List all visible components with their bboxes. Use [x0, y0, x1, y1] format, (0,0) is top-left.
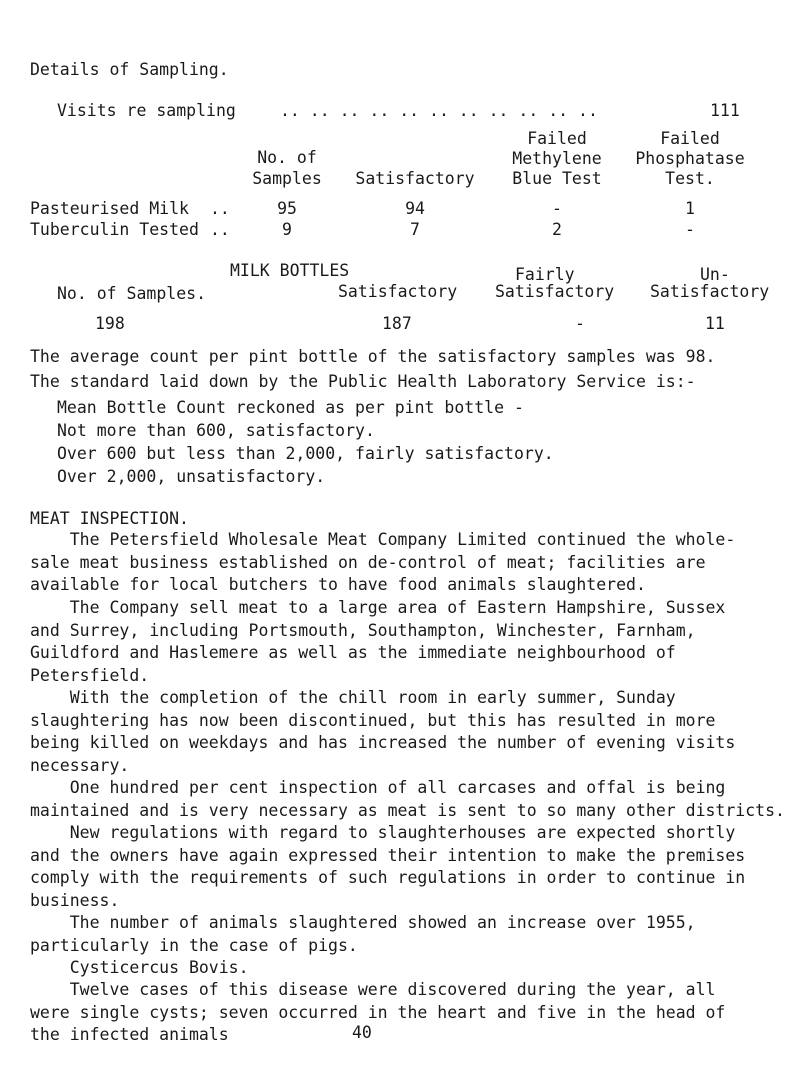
row-pasteurised-methylene: - [552, 199, 562, 218]
visits-leaders: .. .. .. .. .. .. .. .. .. .. .. [280, 101, 598, 120]
bottles-un-value: 11 [705, 314, 725, 333]
col-samples-line1: No. of [257, 148, 317, 167]
visits-label: Visits re sampling [57, 101, 236, 120]
meat-paragraph-7: Twelve cases of this disease were discovered during the year, all were single cysts; seven occurred in the heart and five in the head of the infected animals [30, 980, 726, 1044]
bottles-samples-value: 198 [95, 314, 125, 333]
row-tuberculin-label: Tuberculin Tested [30, 220, 199, 239]
col-phosphatase-line1: Failed [660, 129, 720, 148]
meat-paragraph-6: The number of animals slaughtered showed an increase over 1955, particularly in the case of pigs. [30, 913, 696, 955]
row-tuberculin-samples: 9 [282, 220, 292, 239]
page-heading: Details of Sampling. [30, 60, 229, 79]
col-methylene-line2: Methylene [512, 149, 602, 168]
row-pasteurised-satisfactory: 94 [405, 199, 425, 218]
bottles-satisfactory-value: 187 [382, 314, 412, 333]
col-fairly-line2: Satisfactory [495, 282, 615, 301]
col-methylene-line1: Failed [527, 129, 587, 148]
meat-paragraph-3: With the completion of the chill room in early summer, Sunday slaughtering has now been discontinued, but this has resulted in more being killed on weekdays and has increased the number of evening visits necessary. [30, 688, 736, 775]
row-tuberculin-dots: .. [210, 220, 230, 239]
col-satisfactory: Satisfactory [355, 169, 475, 188]
row-pasteurised-samples: 95 [277, 199, 297, 218]
criterion-satisfactory: Not more than 600, satisfactory. [57, 421, 375, 440]
mean-count-line: Mean Bottle Count reckoned as per pint bottle - [57, 398, 524, 417]
row-tuberculin-methylene: 2 [552, 220, 562, 239]
meat-paragraph-5: New regulations with regard to slaughterhouses are expected shortly and the owners have again expressed their intention to make the premises comply with the requirements of such regulations in order to continue in business. [30, 823, 746, 910]
col-methylene-line3: Blue Test [512, 169, 602, 188]
col-phosphatase-line2: Phosphatase [635, 149, 745, 168]
standard-line: The standard laid down by the Public Health Laboratory Service is:- [30, 372, 696, 391]
meat-paragraph-2: The Company sell meat to a large area of Eastern Hampshire, Sussex and Surrey, including Portsmouth, Southampton, Winchester, Farnham, Guildford and Haslemere as well as the immediate neighbourhood of Petersfield. [30, 598, 726, 685]
row-tuberculin-satisfactory: 7 [410, 220, 420, 239]
meat-paragraph-4: One hundred per cent inspection of all carcases and offal is being maintained and is very necessary as meat is sent to so many other districts. [30, 778, 785, 820]
criterion-fairly: Over 600 but less than 2,000, fairly satisfactory. [57, 444, 554, 463]
col-fairly-line1: Fairly [515, 265, 575, 284]
cysticercus-heading: Cysticercus Bovis. [30, 958, 249, 977]
row-pasteurised-label: Pasteurised Milk [30, 199, 189, 218]
average-count-line: The average count per pint bottle of the satisfactory samples was 98. [30, 347, 716, 366]
visits-value: 111 [710, 101, 740, 120]
meat-inspection-title: MEAT INSPECTION. [30, 509, 189, 528]
row-pasteurised-dots: .. [210, 199, 230, 218]
col-un-line2: Satisfactory [650, 282, 770, 301]
col-bottle-samples: No. of Samples. [57, 284, 207, 303]
criterion-unsatisfactory: Over 2,000, unsatisfactory. [57, 467, 326, 486]
bottles-fairly-value: - [575, 314, 585, 333]
bottles-title: MILK BOTTLES [230, 261, 350, 280]
col-samples-line2: Samples [252, 169, 322, 188]
row-pasteurised-phosphatase: 1 [685, 199, 695, 218]
col-phosphatase-line3: Test. [665, 169, 715, 188]
col-un-line1: Un- [700, 265, 730, 284]
meat-paragraph-1: The Petersfield Wholesale Meat Company Limited continued the whole- sale meat business established on de-control of meat; facilities are available for local butchers to have food animals slaughtered. [30, 530, 736, 594]
page-number: 40 [352, 1023, 372, 1042]
col-bottle-satisfactory: Satisfactory [338, 282, 458, 301]
row-tuberculin-phosphatase: - [685, 220, 695, 239]
